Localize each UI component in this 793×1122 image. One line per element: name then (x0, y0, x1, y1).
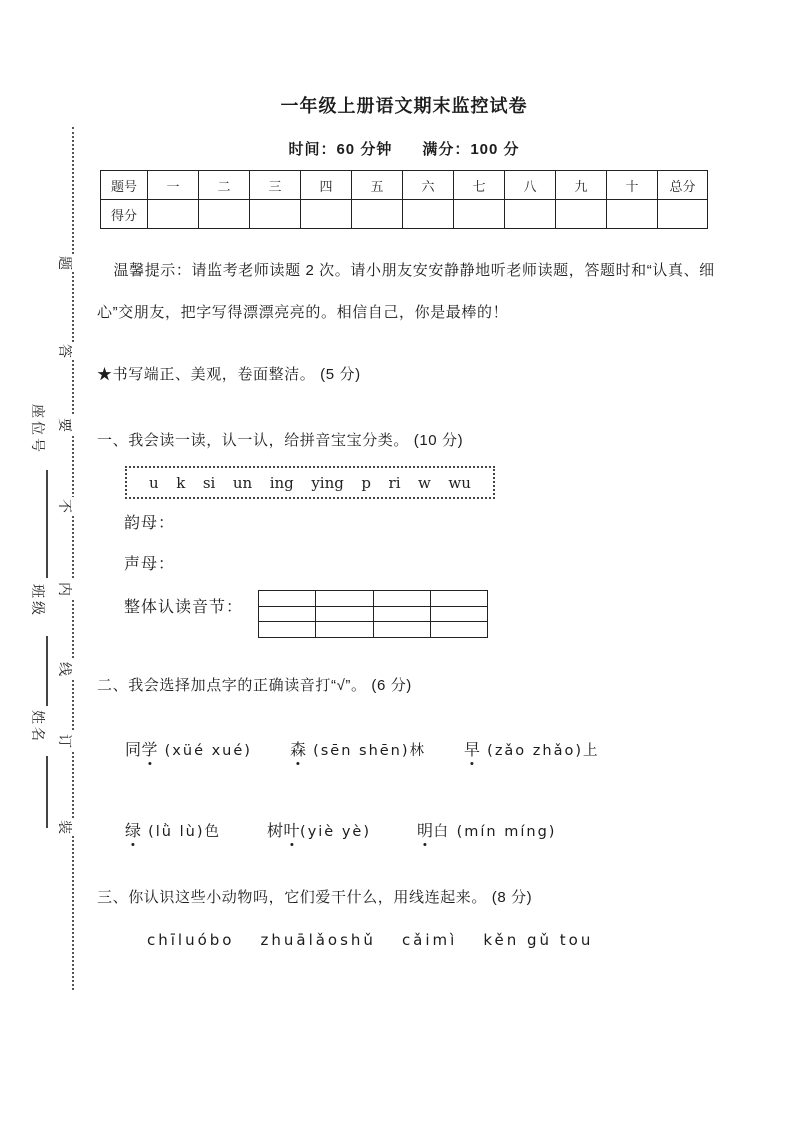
word-dotted-char: 明 (417, 818, 434, 841)
grid-row (259, 591, 488, 607)
word-choice-item (125, 737, 252, 760)
pinyin-item: ri (388, 473, 401, 492)
word-choice-item (267, 818, 371, 841)
whole-syllables-answer-grid (258, 590, 488, 638)
score-table-header-cell: 九 (556, 171, 607, 200)
animal-action-pinyin: cǎimì (401, 931, 458, 949)
score-cell-empty (301, 200, 352, 229)
name-blank-line (46, 756, 48, 828)
page-title: 一年级上册语文期末监控试卷 (280, 96, 528, 116)
animal-action-pinyin: kěn gǔ tou (483, 931, 594, 949)
grid-cell (259, 622, 316, 638)
score-cell-empty (250, 200, 301, 229)
word-dotted-char: 绿 (125, 818, 142, 841)
name-field-label: 姓名 (30, 710, 46, 744)
word-choice-item (290, 737, 426, 760)
score-table-header-cell: 总分 (658, 171, 708, 200)
grid-cell (316, 606, 373, 622)
pinyin-options: (zǎo zhǎo)上 (480, 743, 600, 759)
score-table-header-cell: 十 (607, 171, 658, 200)
grid-cell (373, 591, 430, 607)
pinyin-item: p (361, 473, 371, 492)
question-2-row-1 (125, 737, 725, 760)
question-2-row-2 (125, 818, 725, 841)
seat-number-blank-line (46, 470, 48, 578)
score-row-label: 得分 (101, 200, 148, 229)
binding-char: 装 (57, 820, 73, 834)
handwriting-item: ★书写端正、美观，卷面整洁。 (5 分) (97, 366, 361, 383)
question-3-pinyin-row (147, 931, 707, 949)
grid-cell (259, 606, 316, 622)
animal-action-pinyin: zhuālǎoshǔ (260, 931, 376, 949)
pinyin-item: ying (311, 473, 344, 492)
score-cell-empty (607, 200, 658, 229)
pinyin-item: k (176, 473, 186, 492)
score-table (100, 170, 708, 229)
exam-meta (100, 138, 708, 159)
score-table-header-cell: 题号 (101, 171, 148, 200)
pinyin-item: ing (269, 473, 294, 492)
score-cell-empty (148, 200, 199, 229)
grid-cell (259, 591, 316, 607)
score-cell-empty (352, 200, 403, 229)
pinyin-item: u (149, 473, 159, 492)
question-2-title: 二、我会选择加点字的正确读音打“√”。 (6 分) (97, 677, 412, 694)
word-dotted-char: 学 (142, 737, 159, 760)
pinyin-item: w (418, 473, 431, 492)
pinyin-items-box (125, 466, 495, 499)
score-table-header-row (101, 171, 708, 200)
score-cell-empty (658, 200, 708, 229)
score-table-header-cell: 七 (454, 171, 505, 200)
word-plain-char: 同 (125, 742, 142, 759)
binding-char: 要 (57, 418, 73, 432)
full-score: 满分：100 分 (422, 141, 520, 158)
score-table-header-cell: 三 (250, 171, 301, 200)
word-plain-char: 树 (267, 823, 284, 840)
word-choice-item (464, 737, 599, 760)
score-table-header-cell: 四 (301, 171, 352, 200)
class-blank-line (46, 636, 48, 706)
binding-char: 线 (57, 662, 73, 676)
grid-cell (373, 622, 430, 638)
binding-char: 题 (57, 256, 73, 270)
binding-char: 订 (57, 734, 73, 748)
score-table-score-row (101, 200, 708, 229)
exam-notice: 温馨提示：请监考老师读题 2 次。请小朋友安安静静地听老师读题，答题时和“认真、细心”交朋友，把字写得漂漂亮亮的。相信自己，你是最棒的！ (97, 262, 715, 321)
grid-cell (373, 606, 430, 622)
score-cell-empty (403, 200, 454, 229)
grid-row (259, 606, 488, 622)
initials-label: 声母： (124, 556, 176, 573)
score-table-header-cell: 一 (148, 171, 199, 200)
animal-action-pinyin: chīluóbo (147, 931, 235, 949)
grid-cell (316, 591, 373, 607)
grid-cell (430, 622, 487, 638)
seat-number-field-label: 座位号 (30, 404, 46, 455)
pinyin-item: si (202, 473, 216, 492)
pinyin-options: (lǜ lù)色 (141, 824, 221, 840)
score-cell-empty (454, 200, 505, 229)
score-cell-empty (556, 200, 607, 229)
finals-label: 韵母： (124, 515, 176, 532)
whole-syllables-label: 整体认读音节： (124, 599, 244, 616)
pinyin-options: (xüé xué) (158, 743, 252, 759)
score-table-header-cell: 六 (403, 171, 454, 200)
score-cell-empty (505, 200, 556, 229)
pinyin-item: un (232, 473, 253, 492)
binding-char: 答 (57, 344, 73, 358)
grid-cell (430, 591, 487, 607)
word-choice-item (125, 818, 221, 841)
pinyin-options: (sēn shēn)林 (306, 743, 427, 759)
binding-char: 内 (57, 582, 73, 596)
pinyin-item: wu (448, 473, 471, 492)
time-limit: 时间：60 分钟 (288, 141, 393, 158)
grid-cell (316, 622, 373, 638)
word-dotted-char: 早 (464, 737, 481, 760)
word-dotted-char: 叶 (284, 818, 301, 841)
score-table-header-cell: 五 (352, 171, 403, 200)
question-1-title: 一、我会读一读，认一认，给拼音宝宝分类。 (10 分) (97, 432, 464, 449)
pinyin-options: 白 (mín míng) (433, 824, 557, 840)
question-3-title: 三、你认识这些小动物吗，它们爱干什么，用线连起来。 (8 分) (97, 889, 533, 906)
grid-row (259, 622, 488, 638)
score-table-header-cell: 八 (505, 171, 556, 200)
score-cell-empty (199, 200, 250, 229)
pinyin-options: (yiè yè) (300, 824, 371, 840)
word-choice-item (417, 818, 556, 841)
grid-cell (430, 606, 487, 622)
class-field-label: 班级 (30, 584, 46, 618)
word-dotted-char: 森 (290, 737, 307, 760)
binding-char: 不 (57, 499, 73, 513)
score-table-header-cell: 二 (199, 171, 250, 200)
